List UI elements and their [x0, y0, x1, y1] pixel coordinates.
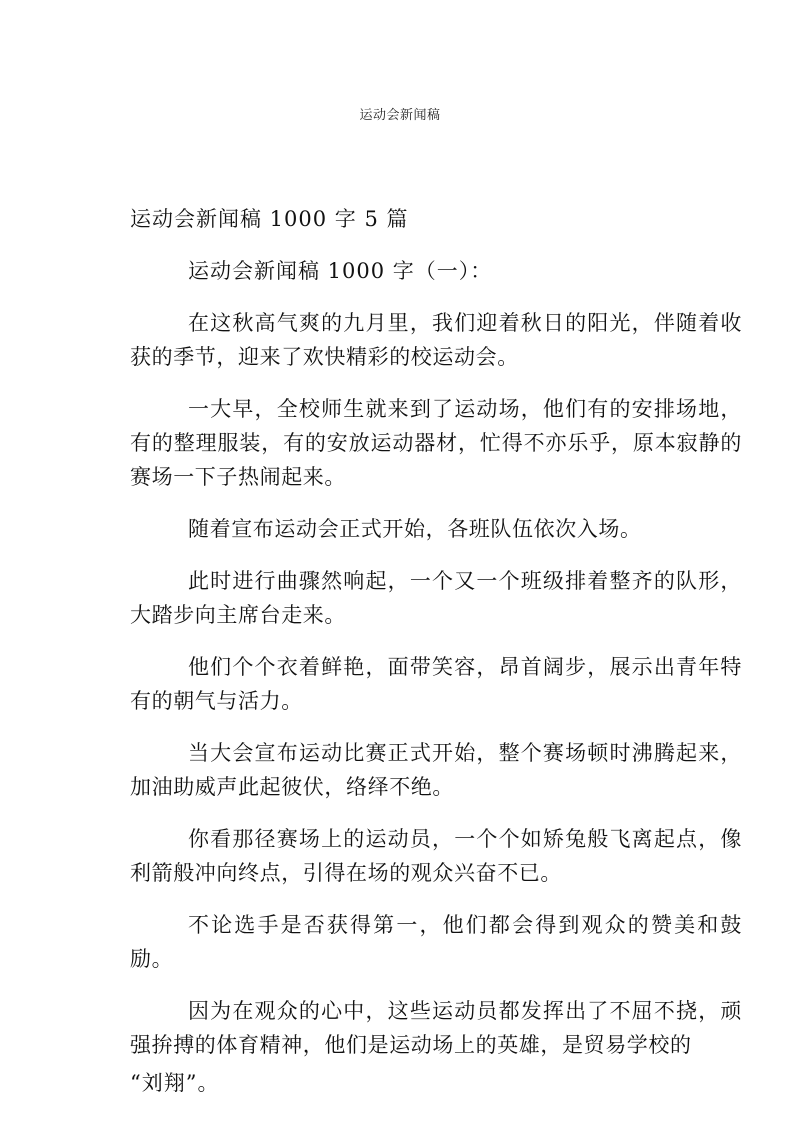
- paragraph: 随着宣布运动会正式开始，各班队伍依次入场。: [188, 517, 642, 541]
- section-title: 运动会新闻稿 1000 字（一）：: [188, 259, 493, 283]
- paragraph: 一大早，全校师生就来到了运动场，他们有的安排场地，有的整理服装，有的安放运动器材，忙得不亦乐乎，原本寂静的赛场一下子热闹起来。: [130, 397, 742, 489]
- paragraph: 因为在观众的心中，这些运动员都发挥出了不屈不挠，顽强拚搏的体育精神，他们是运动场上的英雄，是贸易学校的: [130, 999, 742, 1057]
- document-body: [130, 202, 742, 1100]
- page-header: 运动会新闻稿: [359, 108, 441, 123]
- paragraph: 当大会宣布运动比赛正式开始，整个赛场顿时沸腾起来，加油助威声此起彼伏，络绎不绝。: [130, 741, 742, 799]
- quoted-name-line: “刘翔”。: [130, 1071, 220, 1095]
- paragraph: 你看那径赛场上的运动员，一个个如矫兔般飞离起点，像利箭般冲向终点，引得在场的观众兴奋不已。: [130, 827, 742, 885]
- paragraph: 在这秋高气爽的九月里，我们迎着秋日的阳光，伴随着收获的季节，迎来了欢快精彩的校运动会。: [130, 311, 742, 369]
- paragraph: 此时进行曲骤然响起，一个又一个班级排着整齐的队形，大踏步向主席台走来。: [130, 569, 742, 627]
- document-title: 运动会新闻稿 1000 字 5 篇: [130, 207, 409, 231]
- paragraph: 他们个个衣着鲜艳，面带笑容，昂首阔步，展示出青年特有的朝气与活力。: [130, 655, 742, 713]
- paragraph: 不论选手是否获得第一，他们都会得到观众的赞美和鼓励。: [130, 913, 742, 971]
